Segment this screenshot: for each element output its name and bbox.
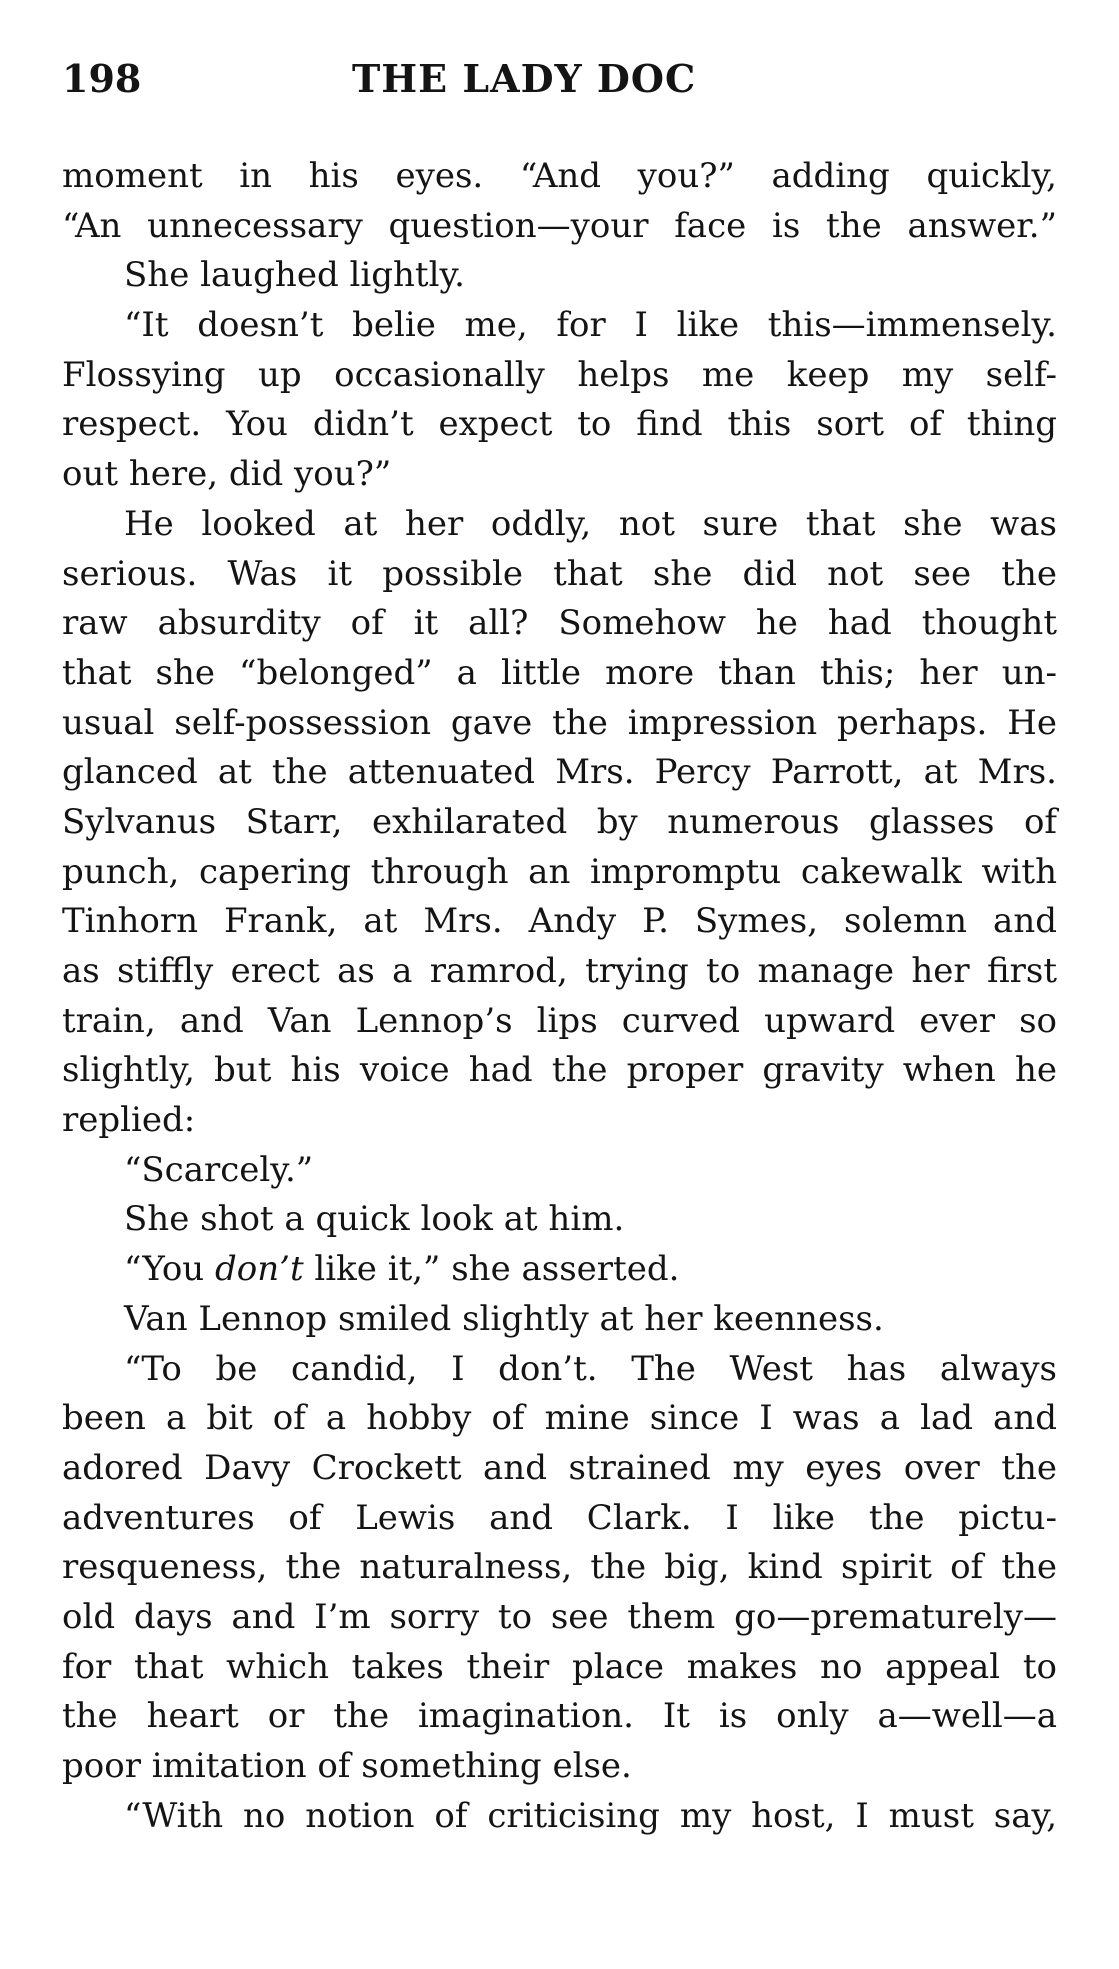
text-line: old days and I’m sorry to see them go—prematurely— (62, 1596, 1057, 1637)
text-line: “With no notion of criticising my host, I must say, (124, 1795, 1057, 1836)
text-line: train, and Van Lennop’s lips curved upward ever so (62, 1000, 1057, 1041)
text-line: adventures of Lewis and Clark. I like the pictu- (62, 1497, 1057, 1538)
text-line: Flossying up occasionally helps me keep my self- (62, 354, 1057, 395)
text-line: “An unnecessary question—your face is the answer.” (62, 205, 1057, 246)
text-line: Sylvanus Starr, exhilarated by numerous glasses of (62, 801, 1057, 842)
text-line: out here, did you?” (62, 454, 392, 495)
text-line: “It doesn’t belie me, for I like this—immensely. (124, 305, 1057, 346)
text-line: as stiffly erect as a ramrod, trying to manage her first (62, 951, 1057, 991)
text-line: adored Davy Crockett and strained my eyes over the (62, 1447, 1057, 1488)
text-line: Van Lennop smiled slightly at her keenness. (124, 1298, 884, 1339)
text-line: resqueness, the naturalness, the big, kind spirit of the (62, 1547, 1057, 1588)
text-line: poor imitation of something else. (62, 1746, 632, 1786)
text-line: punch, capering through an impromptu cakewalk with (62, 851, 1057, 892)
text-line: moment in his eyes. “And you?” adding quickly, (62, 156, 1057, 196)
text-line: He looked at her oddly, not sure that she was (124, 503, 1057, 544)
text-line: replied: (62, 1100, 196, 1141)
italic-text: don’t (215, 1249, 304, 1290)
body-text (62, 152, 1057, 1841)
text-line: been a bit of a hobby of mine since I was a lad and (62, 1398, 1057, 1439)
text-line: usual self-possession gave the impression perhaps. He (62, 702, 1057, 743)
text-line: “Scarcely.” (124, 1149, 314, 1190)
text-line: for that which takes their place makes no appeal to (62, 1646, 1057, 1687)
text-segment: “You (124, 1249, 215, 1290)
text-line: Tinhorn Frank, at Mrs. Andy P. Symes, solemn and (62, 901, 1057, 942)
text-segment: like it,” she asserted. (303, 1249, 680, 1290)
text-line: “To be candid, I don’t. The West has always (124, 1348, 1057, 1389)
text-line: the heart or the imagination. It is only a—well—a (62, 1696, 1057, 1737)
text-line: She laughed lightly. (124, 255, 465, 296)
text-line: serious. Was it possible that she did not see the (62, 553, 1057, 594)
text-line: that she “belonged” a little more than this; her un- (62, 652, 1057, 693)
running-title: THE LADY DOC (352, 56, 697, 101)
page-number: 198 (62, 56, 142, 101)
text-line: raw absurdity of it all? Somehow he had thought (62, 603, 1057, 644)
text-line: slightly, but his voice had the proper gravity when he (62, 1050, 1057, 1091)
text-line (62, 1245, 1057, 1295)
text-line: glanced at the attenuated Mrs. Percy Parrott, at Mrs. (62, 752, 1057, 793)
text-line: respect. You didn’t expect to find this sort of thing (62, 404, 1057, 445)
page-header (62, 56, 1062, 116)
text-line: She shot a quick look at him. (124, 1199, 625, 1240)
